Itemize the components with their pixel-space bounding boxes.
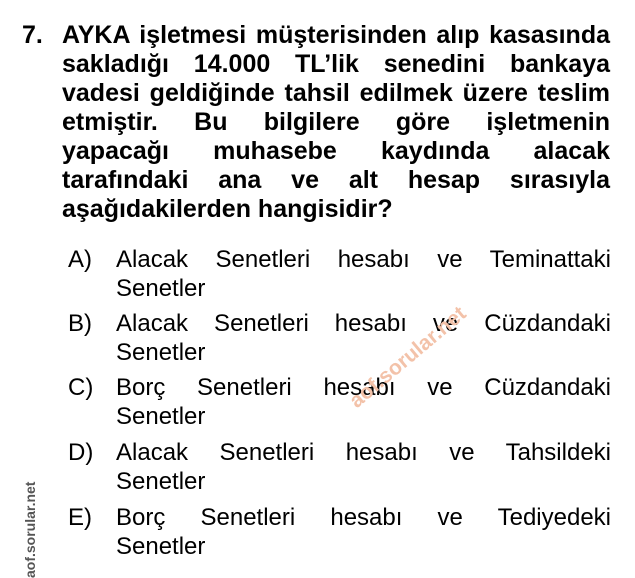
question-line: tarafındaki ana ve alt hesap sırasıyla	[62, 166, 610, 194]
option-text: Senetler	[116, 403, 206, 430]
question-line: vadesi geldiğinde tahsil edilmek üzere teslim	[62, 79, 610, 107]
question-line: sakladığı 14.000 TL’lik senedini bankaya	[62, 50, 610, 78]
watermark-diagonal: aof.sorular.net	[345, 301, 471, 413]
option-text: Alacak Senetleri hesabı ve Cüzdandaki	[116, 310, 611, 337]
option-letter: E)	[68, 504, 92, 531]
option-letter: B)	[68, 310, 92, 337]
option-text: Alacak Senetleri hesabı ve Teminattaki	[116, 246, 611, 273]
watermark-side: aof.sorular.net	[22, 481, 38, 578]
option-text: Borç Senetleri hesabı ve Tediyedeki	[116, 504, 611, 531]
option-text: Senetler	[116, 275, 206, 302]
option-text: Senetler	[116, 468, 206, 495]
question-line: AYKA işletmesi müşterisinden alıp kasasında	[62, 21, 610, 49]
option-text: Alacak Senetleri hesabı ve Tahsildeki	[116, 439, 611, 466]
option-letter: C)	[68, 374, 94, 401]
option-text: Borç Senetleri hesabı ve Cüzdandaki	[116, 374, 611, 401]
question-line: aşağıdakilerden hangisidir?	[62, 195, 393, 223]
option-text: Senetler	[116, 533, 206, 560]
option-letter: A)	[68, 246, 92, 273]
question-line: yapacağı muhasebe kaydında alacak	[62, 137, 610, 165]
option-text: Senetler	[116, 339, 206, 366]
option-letter: D)	[68, 439, 94, 466]
question-line: etmiştir. Bu bilgilere göre işletmenin	[62, 108, 610, 136]
question-number: 7.	[22, 21, 43, 49]
